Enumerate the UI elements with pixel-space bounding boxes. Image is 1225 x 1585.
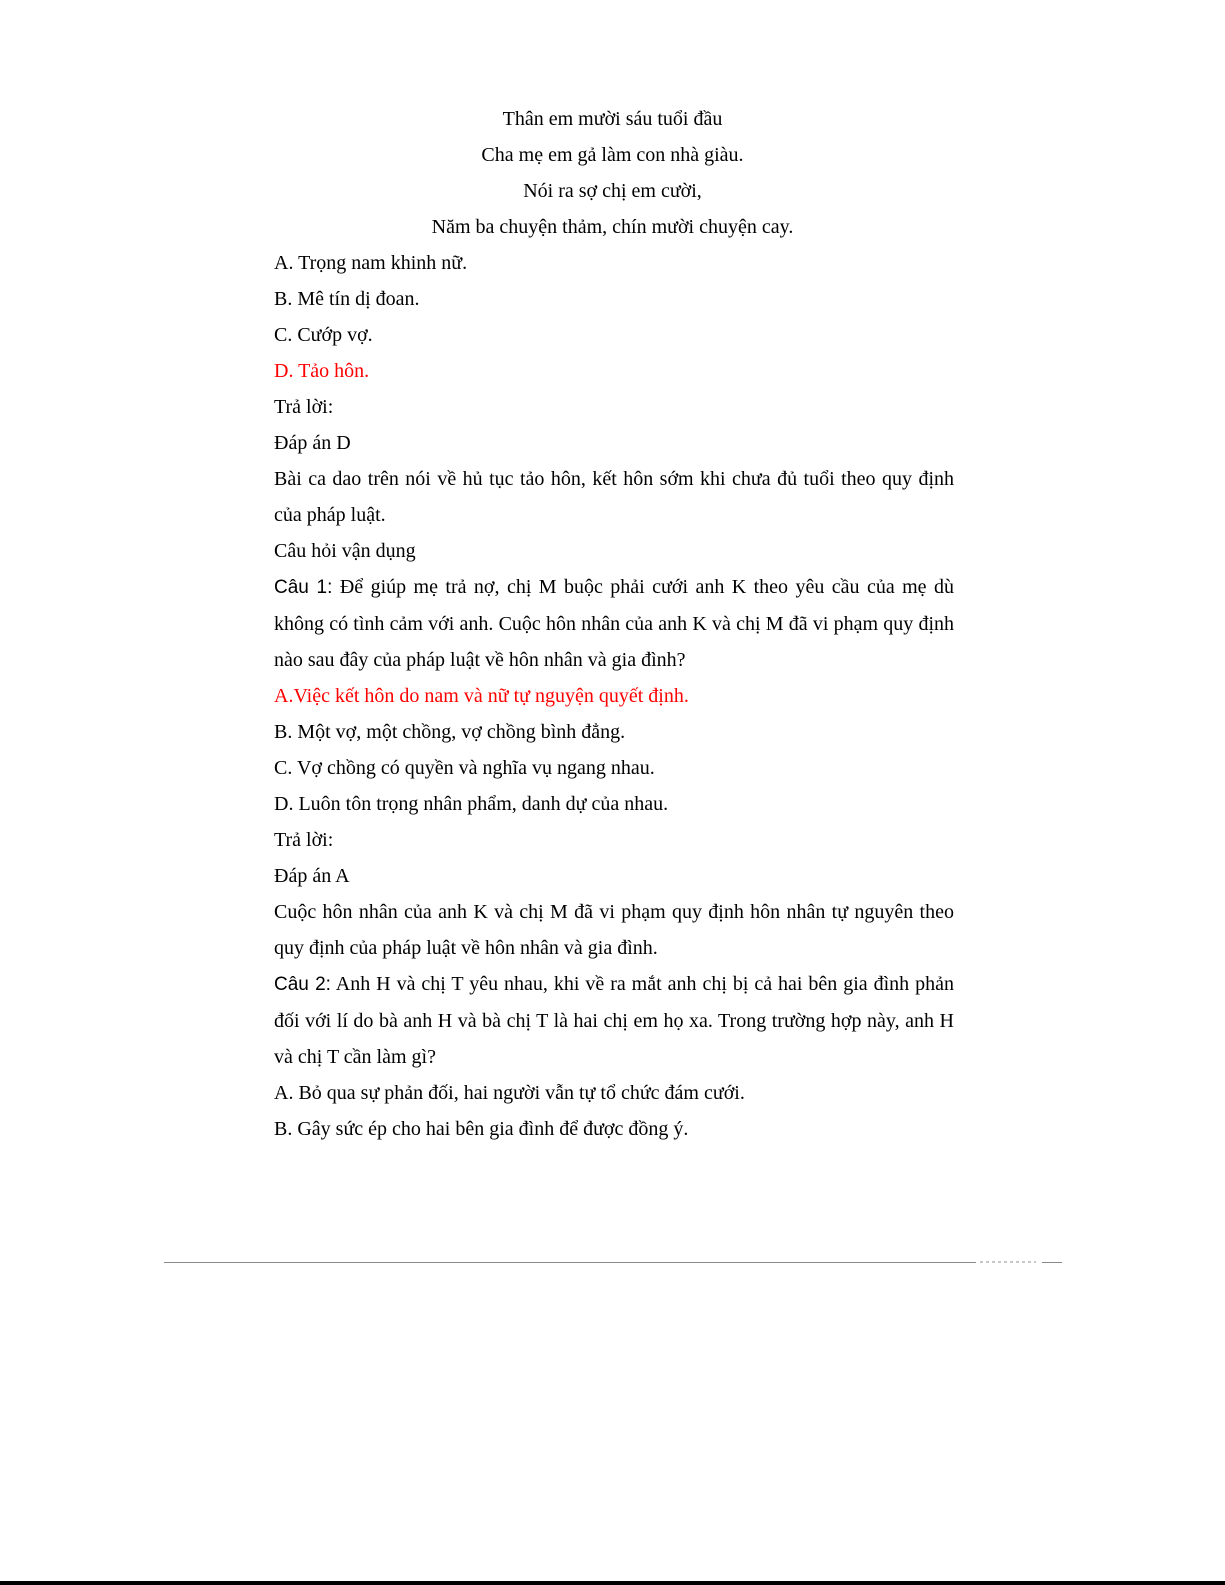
q1-answer: Đáp án A [274,865,350,887]
option-b: B. Mê tín dị đoan. [274,288,420,310]
q1-option-a-correct: A.Việc kết hôn do nam và nữ tự nguyện quyết định. [274,685,689,707]
q1-answer-label: Trả lời: [274,829,334,851]
footer-divider-faint [980,1261,1036,1263]
q2-option-b: B. Gây sức ép cho hai bên gia đình để được đồng ý. [274,1118,689,1140]
q1-option-c: C. Vợ chồng có quyền và nghĩa vụ ngang nhau. [274,757,655,779]
question-2 [274,966,954,1075]
section-title: Câu hỏi vận dụng [274,540,416,562]
question-2-text: Anh H và chị T yêu nhau, khi về ra mắt anh chị bị cả hai bên gia đình phản đối với lí do bà anh H và bà chị T là hai chị em họ xa. Trong trường hợp này, anh H và chị T cần làm gì? [274,973,954,1068]
q2-option-a: A. Bỏ qua sự phản đối, hai người vẫn tự tổ chức đám cưới. [274,1082,745,1104]
question-1 [274,569,954,678]
page-bottom-edge [0,1581,1225,1585]
poem-line: Nói ra sợ chị em cười, [523,180,702,202]
q1-explanation: Cuộc hôn nhân của anh K và chị M đã vi phạm quy định hôn nhân tự nguyên theo quy định của pháp luật về hôn nhân và gia đình. [274,901,954,959]
q1-option-d: D. Luôn tôn trọng nhân phẩm, danh dự của nhau. [274,793,669,815]
poem-line: Thân em mười sáu tuổi đầu [502,108,723,130]
option-a: A. Trọng nam khinh nữ. [274,252,468,274]
poem-line: Năm ba chuyện thảm, chín mười chuyện cay. [431,216,794,238]
footer-divider [164,1262,976,1263]
q1-option-b: B. Một vợ, một chồng, vợ chồng bình đẳng. [274,721,626,743]
document-body [274,245,954,1147]
footer-divider-end [1042,1262,1062,1263]
answer: Đáp án D [274,432,351,454]
question-2-label: Câu 2: [274,974,331,995]
option-c: C. Cướp vợ. [274,324,373,346]
option-d-correct: D. Tảo hôn. [274,360,370,382]
question-1-text: Để giúp mẹ trả nợ, chị M buộc phải cưới anh K theo yêu cầu của mẹ dù không có tình cảm với anh. Cuộc hôn nhân của anh K và chị M đã vi phạm quy định nào sau đây của pháp luật về hôn nhân và gia đình? [274,576,954,671]
answer-label: Trả lời: [274,396,334,418]
poem-line: Cha mẹ em gả làm con nhà giàu. [481,144,744,166]
poem [0,101,1225,245]
question-1-label: Câu 1: [274,577,333,598]
explanation: Bài ca dao trên nói về hủ tục tảo hôn, kết hôn sớm khi chưa đủ tuổi theo quy định của pháp luật. [274,468,954,526]
